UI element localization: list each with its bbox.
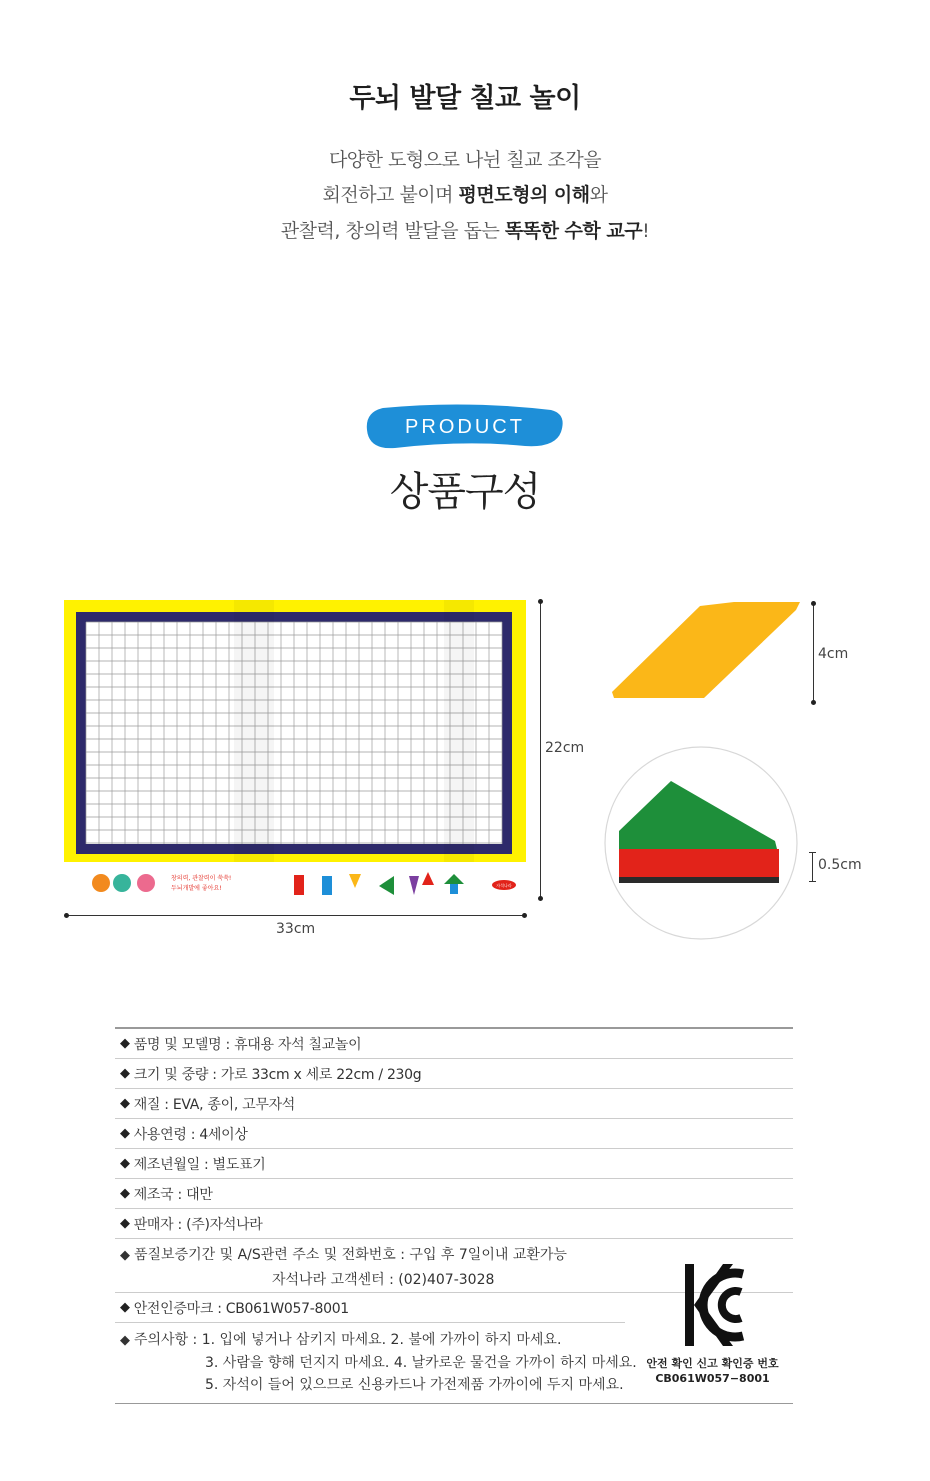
badge-label: PRODUCT (405, 416, 525, 438)
section-title: 상품구성 (389, 469, 541, 515)
piece-thickness-closeup (603, 745, 799, 941)
page-title: 두뇌 발달 칠교 놀이 (349, 83, 581, 114)
kc-caption: 안전 확인 신고 확인증 번호 CB061W057−8001 (646, 1357, 779, 1385)
spec-row: ◆ 사용연령 : 4세이상 (115, 1119, 793, 1149)
board-tagline-2: 두뇌개발에 좋아요! (171, 885, 222, 892)
kc-certification-mark (683, 1262, 745, 1348)
magnetic-board-image (64, 600, 526, 902)
board-tagline-1: 창의력, 관찰력이 쑥쑥! (171, 875, 232, 882)
width-label: 33cm (276, 921, 316, 937)
height-dimension-line (540, 602, 541, 898)
spec-row: ◆ 재질 : EVA, 종이, 고무자석 (115, 1089, 793, 1119)
dimension-dot (811, 601, 816, 606)
spec-row: ◆ 크기 및 중량 : 가로 33cm x 세로 22cm / 230g (115, 1059, 793, 1089)
height-label: 22cm (545, 740, 585, 756)
dimension-dot (538, 599, 543, 604)
piece-width-dimension-line (813, 604, 814, 702)
tangram-piece-image (608, 600, 804, 702)
board-brand: 자석나라 (496, 883, 512, 888)
certification-row: ◆ 안전인증마크 : CB061W057-8001 (115, 1293, 625, 1323)
spec-row: ◆ 제조국 : 대만 (115, 1179, 793, 1209)
piece-width-label: 4cm (818, 646, 849, 662)
thickness-dimension-line (812, 852, 813, 882)
intro-line-3: 관찰력, 창의력 발달을 돕는 똑똑한 수학 교구! (280, 220, 650, 242)
dimension-tick (809, 852, 816, 853)
spec-row: ◆ 제조년월일 : 별도표기 (115, 1149, 793, 1179)
product-badge (365, 400, 565, 450)
dimension-tick (809, 881, 816, 882)
dimension-dot (811, 700, 816, 705)
caution-row: ◆ 주의사항 : 1. 입에 넣거나 삼키지 마세요. 2. 불에 가까이 하지 마세요. 3. 사람을 향해 던지지 마세요. 4. 날카로운 물건을 가까이 하지 마세요. 5. 자석이 들어 있으므로 신용카드나 가전제품 가까이에 두지 마세요. (115, 1323, 793, 1404)
warranty-row: ◆ 품질보증기간 및 A/S관련 주소 및 전화번호 : 구입 후 7일이내 교환가능 자석나라 고객센터 : (02)407-3028 (115, 1239, 793, 1293)
dimension-dot (522, 913, 527, 918)
dimension-dot (64, 913, 69, 918)
intro-line-2: 회전하고 붙이며 평면도형의 이해와 (322, 184, 608, 206)
width-dimension-line (66, 915, 524, 916)
spec-row: ◆ 판매자 : (주)자석나라 (115, 1209, 793, 1239)
intro-line-1: 다양한 도형으로 나뉜 칠교 조각을 (328, 149, 602, 171)
spec-row: ◆ 품명 및 모델명 : 휴대용 자석 칠교놀이 (115, 1029, 793, 1059)
dimension-dot (538, 896, 543, 901)
piece-thickness-label: 0.5cm (818, 857, 862, 873)
